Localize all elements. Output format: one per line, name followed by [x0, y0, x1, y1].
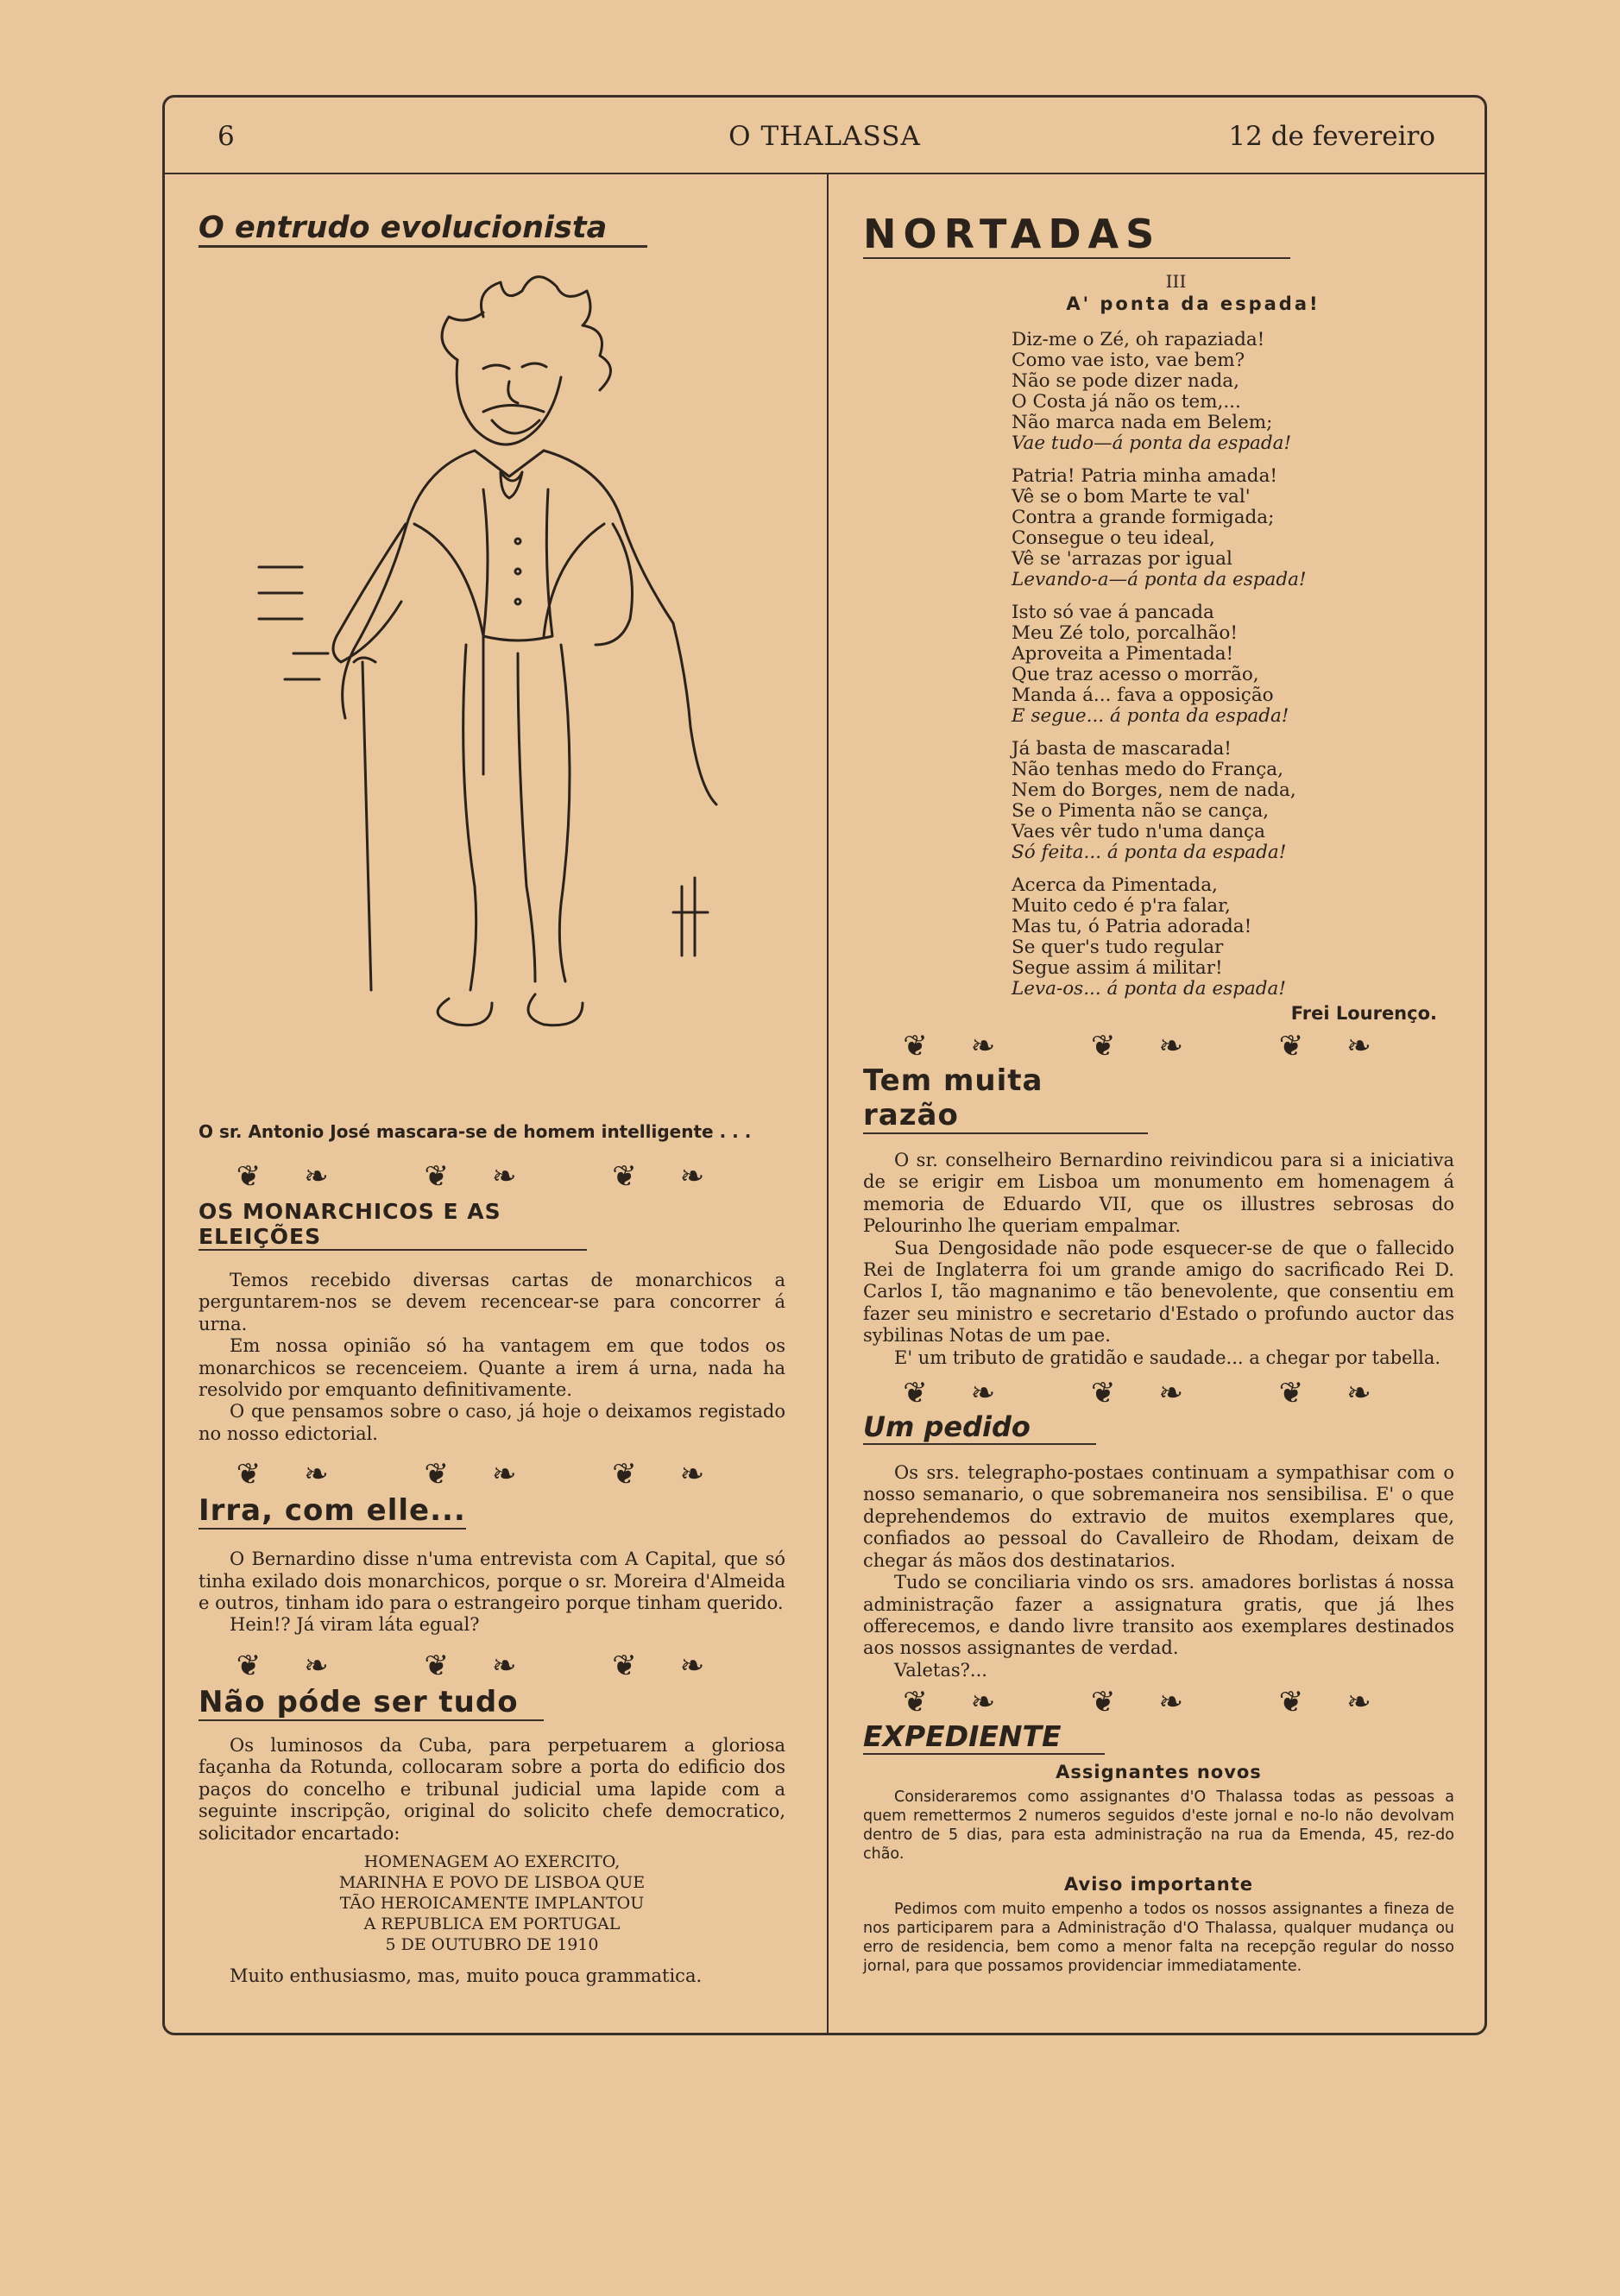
monarchicos-p1: Temos recebido diversas cartas de monarchicos a perguntarem-nos se devem recencear-se para concorrer á urna. [199, 1270, 785, 1334]
poem-line: Não tenhas medo do França, [1012, 759, 1283, 780]
poem-line: Isto só vae á pancada [1012, 602, 1214, 623]
poem-line: Não marca nada em Belem; [1012, 412, 1273, 433]
right-column [863, 174, 1454, 1976]
poem-line: Consegue o teu ideal, [1012, 527, 1215, 549]
irra-title: Irra, com elle... [199, 1493, 466, 1529]
poem-line: Manda á... fava a opposição [1012, 684, 1274, 706]
nao-pode-title: Não póde ser tudo [199, 1684, 519, 1719]
cartoon-caption: O sr. Antonio José mascara-se de homem intelligente . . . [199, 1121, 752, 1142]
poem-line: Acerca da Pimentada, [1012, 874, 1218, 896]
ornament-divider: ❦❧ ❦❧ ❦❧ [236, 1457, 748, 1492]
pedido-body [863, 1462, 1454, 1681]
poem-line: Contra a grande formigada; [1012, 507, 1275, 528]
tem-razao-title: Tem muita razão [863, 1063, 1043, 1132]
poem [1012, 330, 1454, 1000]
masthead [162, 95, 1487, 174]
inscription-line: MARINHA E POVO DE LISBOA QUE [338, 1872, 646, 1892]
nortadas-title: NORTADAS [863, 211, 1162, 257]
pedido-title-wrap [863, 1410, 1096, 1445]
nortadas-numeral: III [1165, 271, 1187, 292]
monarchicos-body [199, 1270, 785, 1445]
ornament-divider: ❦❧ ❦❧ ❦❧ [236, 1648, 748, 1683]
inscription [199, 1851, 785, 1955]
inscription-line: TÃO HEROICAMENTE IMPLANTOU [339, 1893, 645, 1913]
ornament-divider: ❦❧ ❦❧ ❦❧ [236, 1159, 748, 1194]
pedido-p1: Os srs. telegrapho-postaes continuam a sympathisar com o nosso semanario, o que sobremaneira nos sensibilisa. E' o que deprehendemos do extravio de muitos exemplares que, confiados ao pessoal do Cavalleiro de Rhodam, deixam de chegar ás mãos dos destinatarios. [863, 1462, 1454, 1571]
poem-line: Já basta de mascarada! [1012, 738, 1232, 760]
pedido-p2: Tudo se conciliaria vindo os srs. amadores borlistas á nossa administração fazer a assignatura gratis, que já lhes offerecemos, e dando livre transito aos exemplares destinados aos nossos assignantes de verdad. [863, 1572, 1454, 1659]
tem-razao-p2: Sua Dengosidade não pode esquecer-se de que o fallecido Rei de Inglaterra foi um grande amigo do sacrificado Rei D. Carlos I, tão magnanimo e tão benevolente, que consentiu em fazer seu ministro e secretario d'Estado o profundo auctor das sybilinas Notas de um pae. [863, 1237, 1454, 1347]
inscription-line: HOMENAGEM AO EXERCITO, [363, 1851, 621, 1871]
irra-title-wrap [199, 1493, 466, 1530]
expediente-text1: Consideraremos como assignantes d'O Thalassa todas as pessoas a quem remettermos 2 numeros seguidos d'este jornal e no-lo não devolvam dentro de 5 dias, para esta administração na rua da Emenda, 45, rez-do chão. [863, 1788, 1454, 1864]
nao-pode-closing: Muito enthusiasmo, mas, muito pouca grammatica. [230, 1965, 703, 1986]
poem-line: Patria! Patria minha amada! [1012, 465, 1278, 487]
monarchicos-p3: O que pensamos sobre o caso, já hoje o deixamos registado no nosso edictorial. [199, 1401, 785, 1444]
tem-razao-body [863, 1150, 1454, 1369]
inscription-line: A REPUBLICA EM PORTUGAL [363, 1914, 621, 1933]
poem-line: Vê se o bom Marte te val' [1012, 486, 1251, 508]
poem-stanza [1012, 739, 1454, 863]
newspaper-title: O THALASSA [728, 121, 921, 152]
poem-line: Vaes vêr tudo n'uma dança [1012, 821, 1265, 842]
monarchicos-title: OS MONARCHICOS E AS ELEIÇÕES [199, 1199, 501, 1249]
poem-stanza [1012, 875, 1454, 1000]
poem-line: Só feita... á ponta da espada! [1012, 842, 1287, 863]
poem-line: Vê se 'arrazas por igual [1012, 548, 1232, 570]
poem-line: Se quer's tudo regular [1012, 937, 1224, 958]
expediente-title-wrap [863, 1719, 1105, 1755]
poem-line: Que traz acesso o morrão, [1012, 664, 1259, 685]
column-divider [827, 174, 829, 2034]
tem-razao-p1: O sr. conselheiro Bernardino reivindicou para si a iniciativa de se erigir em Lisboa um monumento em homenagem á memoria de Eduardo VII, que os illustres sebrosas do Pelourinho lhe queriam empalmar. [863, 1150, 1454, 1237]
poem-line: Meu Zé tolo, porcalhão! [1012, 622, 1238, 644]
pedido-p3: Valetas?... [894, 1659, 987, 1681]
poem-signature: Frei Lourenço. [1290, 1003, 1437, 1024]
caricature-illustration [199, 265, 785, 1128]
poem-line: E segue... á ponta da espada! [1012, 705, 1289, 727]
left-column [199, 174, 785, 1987]
expediente-sub1: Assignantes novos [1056, 1762, 1262, 1783]
poem-line: Aproveita a Pimentada! [1012, 643, 1234, 665]
irra-p2: Hein!? Já viram láta egual? [230, 1614, 480, 1636]
poem-line: Levando-a—á ponta da espada! [1012, 569, 1307, 590]
inscription-line: 5 DE OUTUBRO DE 1910 [385, 1934, 599, 1954]
poem-line: Nem do Borges, nem de nada, [1012, 779, 1296, 801]
ornament-divider: ❦❧ ❦❧ ❦❧ [903, 1685, 1415, 1720]
monarchicos-p2: Em nossa opinião só ha vantagem em que todos os monarchicos se recenceiem. Quante a irem á urna, nada ha resolvido por emquanto definitivamente. [199, 1335, 785, 1401]
nao-pode-body [199, 1735, 785, 1987]
tem-razao-p3: E' um tributo de gratidão e saudade... a chegar por tabella. [894, 1347, 1441, 1368]
poem-stanza [1012, 466, 1454, 590]
poem-line: Leva-os... á ponta da espada! [1012, 978, 1287, 1000]
ornament-divider: ❦❧ ❦❧ ❦❧ [903, 1376, 1415, 1411]
monarchicos-title-wrap [199, 1199, 587, 1251]
irra-body [199, 1549, 785, 1637]
poem-line: O Costa já não os tem,... [1012, 391, 1241, 413]
pedido-title: Um pedido [863, 1410, 1031, 1444]
poem-stanza [1012, 330, 1454, 454]
expediente-title: EXPEDIENTE [863, 1719, 1062, 1754]
poem-line: Diz-me o Zé, oh rapaziada! [1012, 329, 1265, 350]
nao-pode-p1: Os luminosos da Cuba, para perpetuarem a gloriosa façanha da Rotunda, collocaram sobre a porta do edificio dos paços do concelho e tribunal judicial uma lapide com a seguinte inscripção, original do solicito chefe democratico, solicitador encartado: [199, 1734, 785, 1844]
nortadas-title-wrap [863, 211, 1290, 259]
tem-razao-title-wrap [863, 1063, 1148, 1134]
cartoon-title: O entrudo evolucionista [199, 211, 608, 245]
poem-line: Se o Pimenta não se cança, [1012, 800, 1270, 822]
page-number: 6 [217, 121, 235, 152]
poem-line: Segue assim á militar! [1012, 957, 1223, 979]
ornament-divider: ❦❧ ❦❧ ❦❧ [903, 1029, 1415, 1063]
expediente-sub2: Aviso importante [1064, 1874, 1253, 1895]
poem-stanza [1012, 602, 1454, 727]
expediente-text2: Pedimos com muito empenho a todos os nossos assignantes a fineza de nos participarem para a Administração d'O Thalassa, qualquer mudança ou erro de residencia, bem como a menor falta na recepção regular do nosso jornal, para que possamos providenciar immediatamente. [863, 1901, 1454, 1976]
poem-line: Muito cedo é p'ra falar, [1012, 895, 1231, 917]
poem-line: Vae tudo—á ponta da espada! [1012, 432, 1292, 454]
nao-pode-title-wrap [199, 1685, 544, 1721]
irra-p1: O Bernardino disse n'uma entrevista com A Capital, que só tinha exilado dois monarchicos, porque o sr. Moreira d'Almeida e outros, tinham ido para o estrangeiro porque tinham querido. [199, 1549, 785, 1614]
cartoon-title-wrap [199, 211, 647, 248]
poem-line: Não se pode dizer nada, [1012, 370, 1239, 392]
poem-line: Mas tu, ó Patria adorada! [1012, 916, 1252, 937]
nortadas-subtitle: A' ponta da espada! [1066, 293, 1321, 314]
issue-date: 12 de fevereiro [1228, 121, 1435, 152]
poem-line: Como vae isto, vae bem? [1012, 350, 1245, 371]
